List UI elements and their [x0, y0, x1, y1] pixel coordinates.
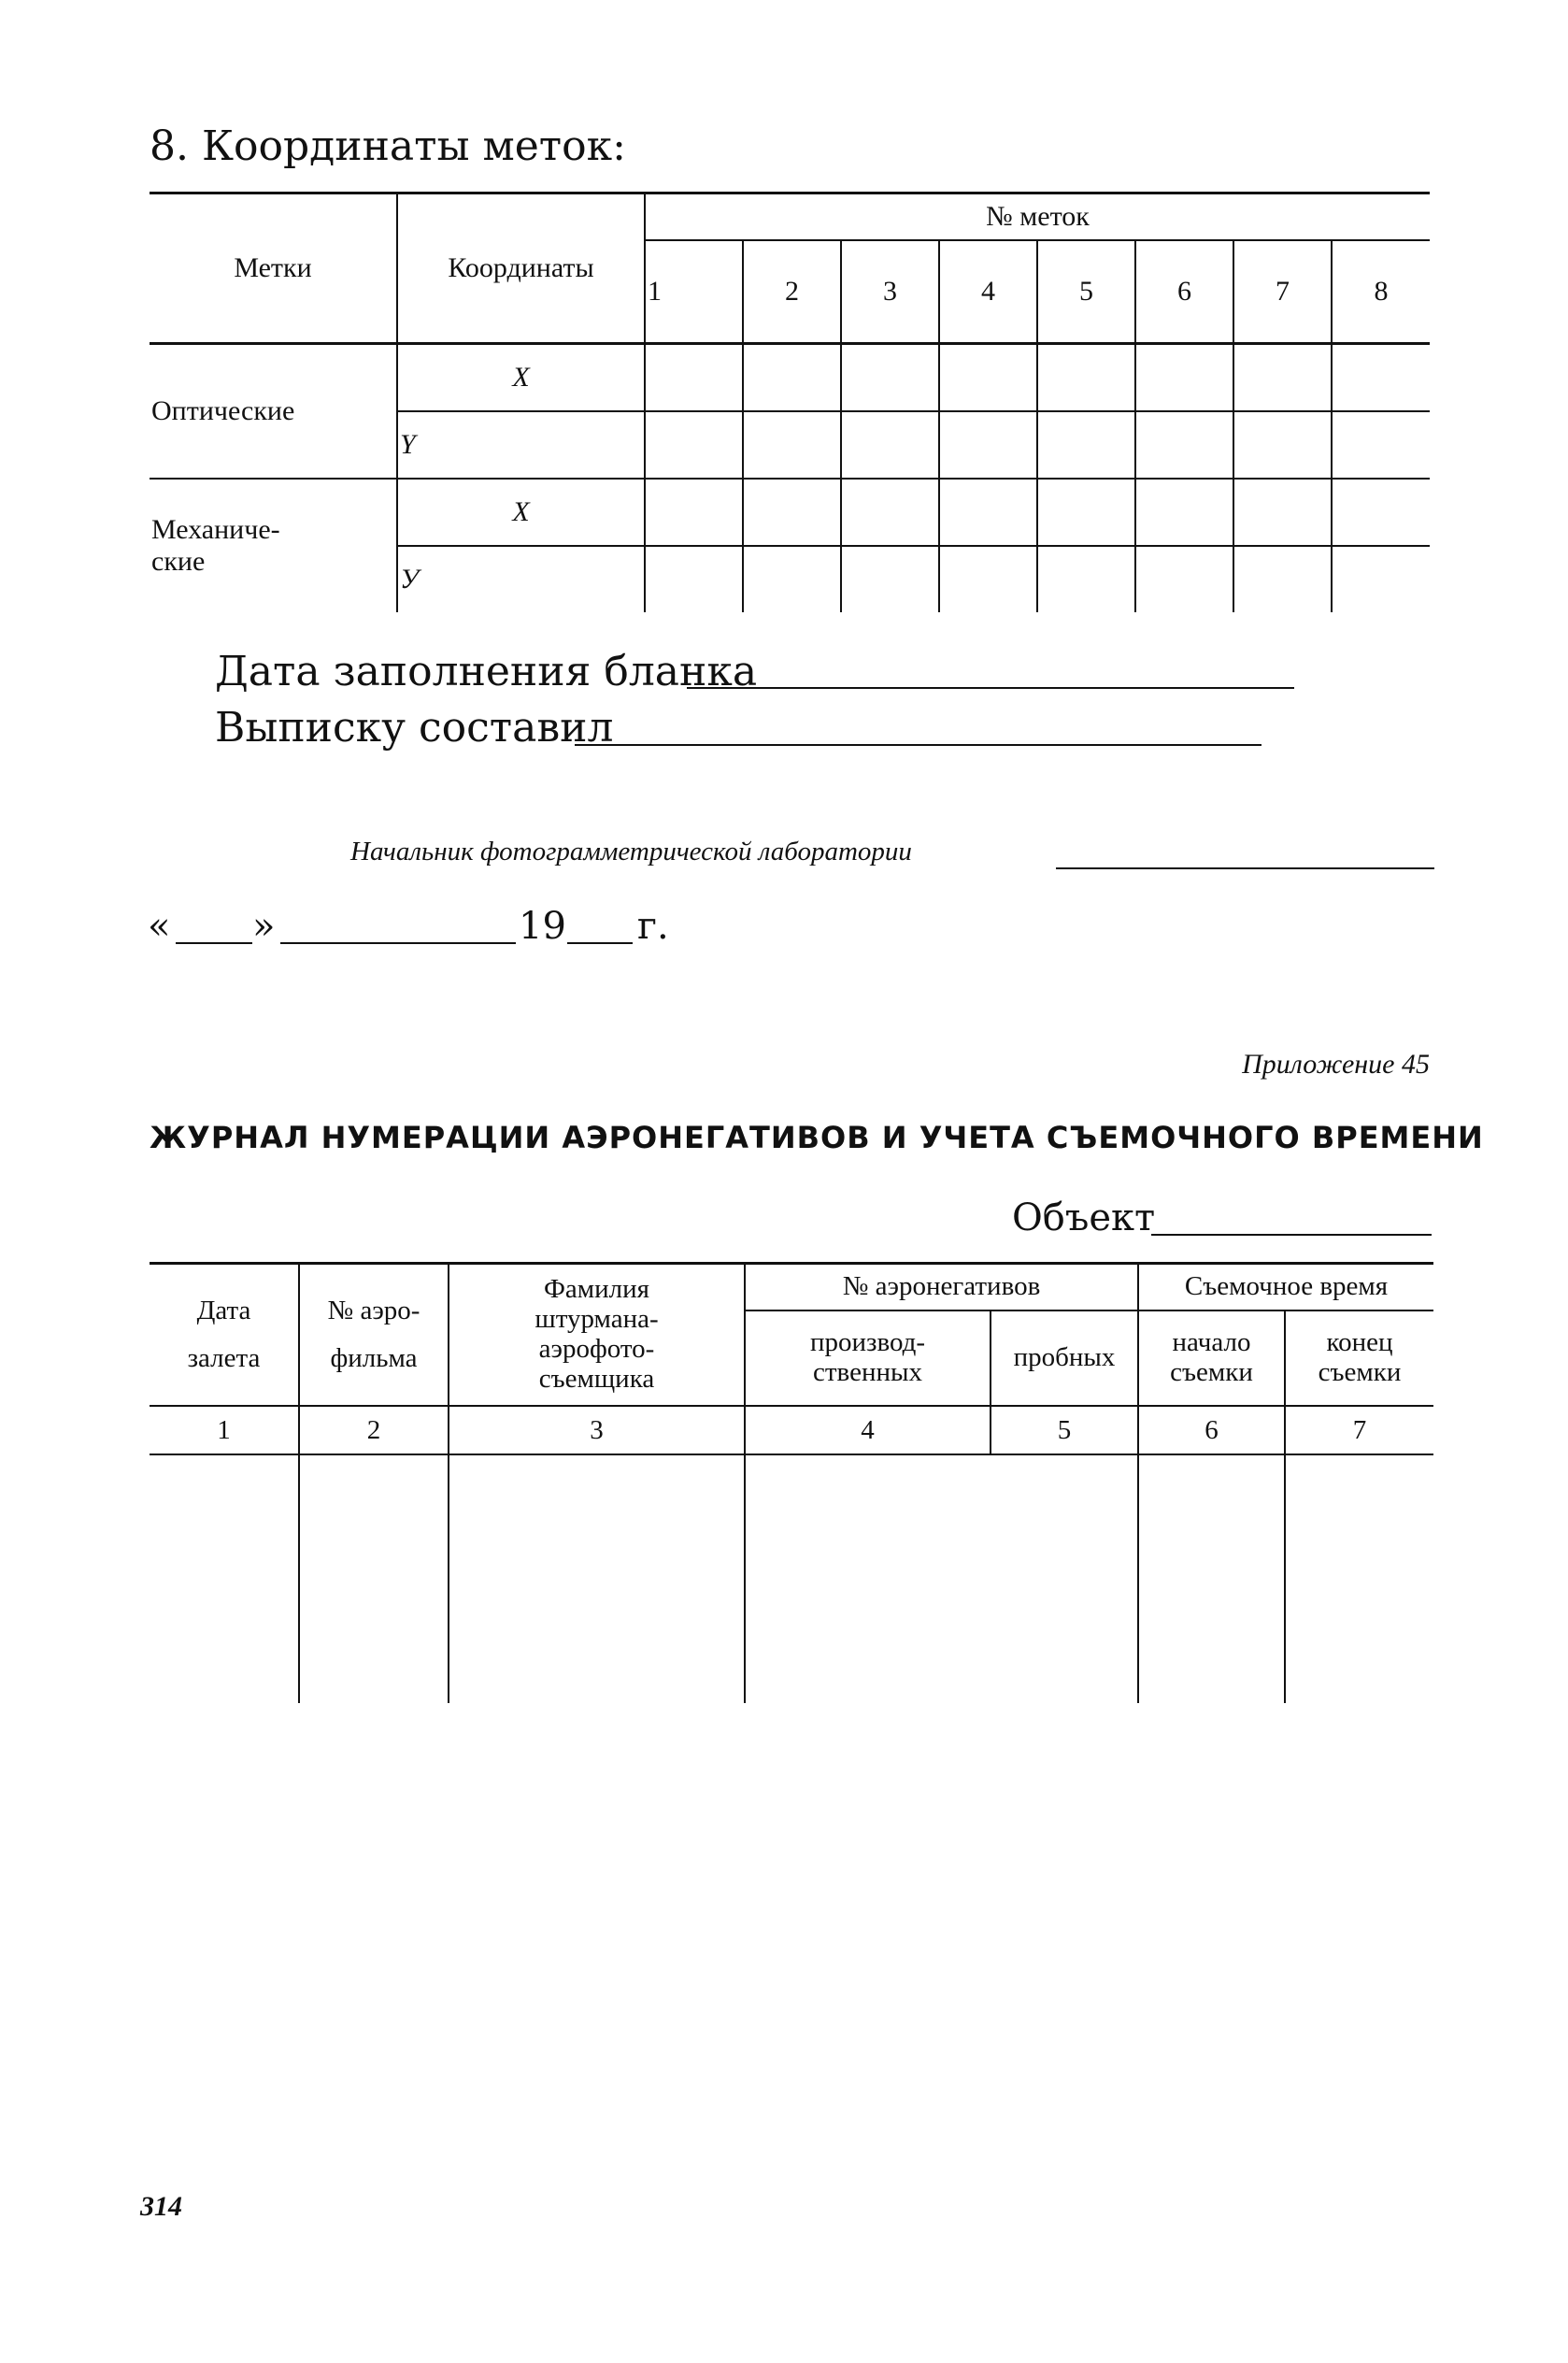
table-cell[interactable]	[1135, 479, 1233, 546]
table-cell[interactable]	[645, 344, 743, 412]
table-cell[interactable]	[743, 479, 841, 546]
header-flight-date: Дата залета	[150, 1264, 299, 1407]
fill-date-label: Дата заполнения бланка	[215, 648, 758, 695]
table-cell[interactable]	[150, 1454, 299, 1703]
header-mark-8: 8	[1332, 240, 1430, 344]
table-cell[interactable]	[841, 344, 939, 412]
header-production: производ- ственных	[745, 1310, 991, 1406]
compiled-by-label: Выписку составил	[215, 704, 614, 752]
chief-label: Начальник фотограмметрической лаборатории	[350, 837, 912, 866]
table-cell[interactable]	[743, 411, 841, 479]
table-cell[interactable]	[1135, 411, 1233, 479]
coord-x: X	[397, 479, 645, 546]
date-month-line[interactable]	[280, 942, 516, 944]
date-year-prefix: 19	[519, 905, 566, 948]
table-cell[interactable]	[939, 344, 1037, 412]
table-cell[interactable]	[743, 344, 841, 412]
date-year-line[interactable]	[567, 942, 633, 944]
table-cell[interactable]	[841, 479, 939, 546]
date-open-quote: «	[148, 905, 171, 948]
table-cell[interactable]	[1135, 546, 1233, 612]
header-film-number: № аэро- фильма	[299, 1264, 449, 1407]
table-cell[interactable]	[1233, 411, 1332, 479]
column-number: 1	[150, 1406, 299, 1454]
marks-coordinates-table	[150, 192, 1430, 612]
table-cell[interactable]	[1332, 344, 1430, 412]
header-mark-7: 7	[1233, 240, 1332, 344]
date-close-quote: »	[252, 905, 276, 948]
column-number: 7	[1285, 1406, 1433, 1454]
header-mark-numbers-group: № меток	[645, 193, 1430, 241]
section-title: 8. Координаты меток:	[150, 122, 626, 170]
table-cell[interactable]	[1037, 344, 1135, 412]
table-cell[interactable]	[1037, 411, 1135, 479]
row-label-mechanical: Механиче- ские	[150, 479, 397, 612]
compiled-by-field	[215, 704, 614, 752]
column-number: 3	[449, 1406, 745, 1454]
row-label-optical: Оптические	[150, 344, 397, 480]
header-mark-4: 4	[939, 240, 1037, 344]
header-mark-2: 2	[743, 240, 841, 344]
table-cell[interactable]	[743, 546, 841, 612]
table-cell[interactable]	[1233, 546, 1332, 612]
appendix-label: Приложение 45	[1242, 1049, 1430, 1080]
coord-y: Y	[397, 411, 645, 479]
table-cell[interactable]	[939, 479, 1037, 546]
table-cell[interactable]	[1285, 1454, 1433, 1703]
table-cell[interactable]	[745, 1454, 991, 1703]
journal-table	[150, 1262, 1433, 1703]
table-cell[interactable]	[299, 1454, 449, 1703]
table-cell[interactable]	[939, 411, 1037, 479]
header-marks: Метки	[150, 193, 397, 344]
table-cell[interactable]	[1138, 1454, 1285, 1703]
date-year-suffix: г.	[637, 905, 669, 948]
header-shooting-time-group: Съемочное время	[1138, 1264, 1433, 1311]
date-day-line[interactable]	[176, 942, 252, 944]
header-start: начало съемки	[1138, 1310, 1285, 1406]
table-cell[interactable]	[1037, 479, 1135, 546]
table-cell[interactable]	[1332, 546, 1430, 612]
table-cell[interactable]	[645, 546, 743, 612]
table-cell[interactable]	[1037, 546, 1135, 612]
column-number: 6	[1138, 1406, 1285, 1454]
journal-title: ЖУРНАЛ НУМЕРАЦИИ АЭРОНЕГАТИВОВ И УЧЕТА СЪЕМОЧНОГО ВРЕМЕНИ	[150, 1120, 1484, 1155]
header-negatives-group: № аэронегативов	[745, 1264, 1138, 1311]
column-number: 4	[745, 1406, 991, 1454]
header-operator-name: Фамилия штурмана- аэрофото- съемщика	[449, 1264, 745, 1407]
header-mark-5: 5	[1037, 240, 1135, 344]
column-number: 2	[299, 1406, 449, 1454]
header-mark-6: 6	[1135, 240, 1233, 344]
table-cell[interactable]	[645, 411, 743, 479]
table-cell[interactable]	[1233, 344, 1332, 412]
table-cell[interactable]	[645, 479, 743, 546]
column-number: 5	[991, 1406, 1138, 1454]
coord-x: X	[397, 344, 645, 412]
fill-date-field	[215, 648, 758, 695]
table-cell[interactable]	[939, 546, 1037, 612]
object-label: Объект	[1012, 1196, 1156, 1239]
table-cell[interactable]	[991, 1454, 1138, 1703]
fill-date-line[interactable]	[687, 687, 1294, 689]
coord-y: У	[397, 546, 645, 612]
page-number: 314	[140, 2191, 182, 2222]
header-test: пробных	[991, 1310, 1138, 1406]
header-coordinates: Координаты	[397, 193, 645, 344]
header-mark-3: 3	[841, 240, 939, 344]
object-line[interactable]	[1151, 1234, 1432, 1236]
table-cell[interactable]	[1233, 479, 1332, 546]
table-cell[interactable]	[1332, 411, 1430, 479]
table-cell[interactable]	[449, 1454, 745, 1703]
table-cell[interactable]	[841, 546, 939, 612]
table-cell[interactable]	[841, 411, 939, 479]
table-cell[interactable]	[1135, 344, 1233, 412]
chief-signature-line[interactable]	[1056, 867, 1434, 869]
header-mark-1: 1	[645, 240, 743, 344]
header-end: конец съемки	[1285, 1310, 1433, 1406]
compiled-by-line[interactable]	[575, 744, 1262, 746]
table-cell[interactable]	[1332, 479, 1430, 546]
